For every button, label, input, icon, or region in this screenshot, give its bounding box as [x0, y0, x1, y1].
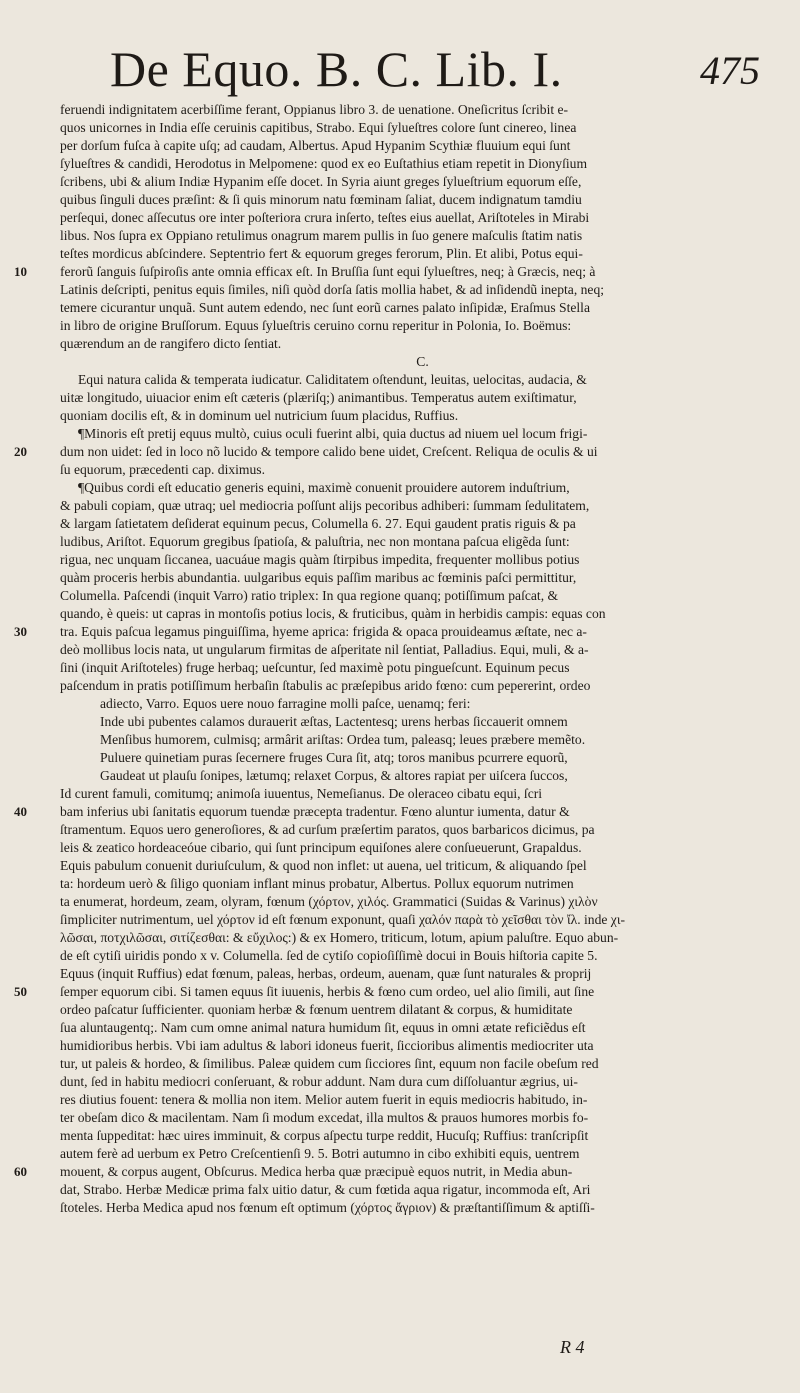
text-line: tur, ut paleis & hordeo, & ſimilibus. Paleæ quidem cum ſicciores ſint, equum non facile obeſum red: [60, 1056, 599, 1071]
text-line: Puluere quinetiam puras ſecernere fruges Cura ſit, atq; toros manibus pcurrere equorũ,: [100, 750, 568, 765]
text-line: dunt, ſed in habitu mediocri conſeruant, & robur addunt. Nam dura cum diſſoluantur ægrius, ui-: [60, 1074, 578, 1089]
text-line: Equis pabulum conuenit duriuſculum, & quod non inflet: ut auena, uel triticum, & aliquando ſpel: [60, 858, 587, 873]
text-line: quoniam docilis eſt, & in dominum uel nutricium ſuum placidus, Ruffius.: [60, 408, 459, 423]
text-line: ſini (inquit Ariſtoteles) fruge herbaq; ueſcuntur, ſed maximè potu pingueſcunt. Equinum pecus: [60, 660, 570, 675]
text-line: bam inferius ubi ſanitatis equorum tuendæ præcepta tradentur. Fœno aluntur iumenta, datur &: [60, 804, 570, 819]
text-line: λῶσαι, ποτχιλῶσαι, σιτίζεσθαι: & εὔχιλος:) & ex Homero, triticum, lotum, apium paluſtre. Equo abun-: [60, 930, 619, 945]
text-line: ¶Quibus cordi eſt educatio generis equini, maximè conuenit prouidere autorem induſtrium,: [78, 480, 570, 495]
margin-number: 30: [14, 624, 27, 639]
text-line: quando, è queis: ut capras in montoſis potius locis, & fruticibus, quàm in herbidis campis: equas con: [60, 606, 606, 621]
text-line: Equi natura calida & temperata iudicatur. Caliditatem oſtendunt, leuitas, uelocitas, audacia, &: [78, 372, 587, 387]
text-line: & largam ſatietatem deſiderat equinum pecus, Columella 6. 27. Equi gaudent pratis riguis & pa: [60, 516, 576, 531]
text-line: teſtes mordicus abſcindere. Septentrio fert & equorum greges ferorum, Plin. Et alibi, Potus equi-: [60, 246, 583, 261]
signature-mark: R 4: [560, 1337, 585, 1357]
text-line: ſcribens, ubi & alium Indiæ Hypanim eſſe docet. In Syria aiunt greges ſylueſtrium equorum eſſe,: [60, 174, 582, 189]
margin-number: 20: [14, 444, 27, 459]
margin-number: 50: [14, 984, 27, 999]
margin-number: 40: [14, 804, 27, 819]
body-text: [60, 101, 785, 1217]
text-line: libus. Nos ſupra ex Oppiano retulimus onagrum marem pullis in ſuo genere maſculis ſtatim natis: [60, 228, 583, 243]
text-line: ſua aluntaugentq;. Nam cum omne animal natura humidum ſit, equus in omni ætate reficiẽdus eſt: [60, 1020, 586, 1035]
text-line: deò mollibus locis nata, ut ungularum firmitas de aſperitate nil ſentiat, Palladius. Equi, muli, & a-: [60, 642, 589, 657]
text-line: ludibus, Ariſtot. Equorum gregibus ſpatioſa, & paluſtria, nec non montana paſcua eligẽda ſunt:: [60, 534, 570, 549]
text-line: Inde ubi pubentes calamos durauerit æſtas, Lactentesq; urens herbas ſiccauerit omnem: [100, 714, 568, 729]
running-head: [110, 40, 760, 100]
text-line: dat, Strabo. Herbæ Medicæ prima falx uitio datur, & cum fœtida aqua rigatur, incommoda eſt, Ari: [60, 1182, 591, 1197]
text-line: Equus (inquit Ruffius) edat fœnum, paleas, herbas, ordeum, auenam, quæ ſunt naturales & proprij: [60, 966, 592, 981]
text-line: Id curent famuli, comitumq; animoſa iuuentus, Nemeſianus. De oleraceo cibatu equi, ſcri: [60, 786, 543, 801]
text-line: humidioribus herbis. Vbi iam adultus & labori idoneus fuerit, ſiccioribus alimentis mediocriter uta: [60, 1038, 594, 1053]
text-line: quos unicornes in India eſſe ceruinis capitibus, Strabo. Equi ſylueſtres colore ſunt cinereo, linea: [60, 120, 577, 135]
text-line: uitæ longitudo, uiuacior enim eſt cæteris (plæriſq;) animantibus. Temperatus autem exiſtimatur,: [60, 390, 577, 405]
text-line: ſu equorum, præcedenti cap. diximus.: [60, 462, 265, 477]
page-title: De Equo. B. C. Lib. I.: [110, 41, 563, 97]
text-line: menta ſuppeditat: hæc uires imminuit, & corpus aſpectu turpe reddit, Hucuſq; Ruffius: tranſcripſit: [60, 1128, 589, 1143]
margin-number: 10: [14, 264, 27, 279]
text-line: ſylueſtres & candidi, Herodotus in Melpomene: quod ex eo Euſtathius etiam repetit in Dionyſium: [60, 156, 588, 171]
text-line: ta: hordeum uerò & ſiligo quoniam inflant minus probatur, Albertus. Pollux equorum nutrimen: [60, 876, 574, 891]
text-line: autem ferè ad uerbum ex Petro Creſcentienſi 9. 5. Botri autumno in cibo exhibiti equis, uentrem: [60, 1146, 580, 1161]
text-line: Columella. Paſcendi (inquit Varro) ratio triplex: In qua regione quanq; potiſſimum paſcat, &: [60, 588, 559, 603]
text-line: paſcendum in pratis potiſſimum herbaſin ſtabulis ac præſepibus arido fœno: cum pepererint, ordeo: [60, 678, 591, 693]
text-line: ſimpliciter nutrimentum, uel χόρτον id eſt fœnum exponunt, quaſi χαλόν παρὰ τὸ χεῖσθαι τὸν ἴλ. inde χι-: [60, 912, 626, 927]
text-line: in libro de origine Bruſſorum. Equus ſylueſtris ceruino cornu reperitur in Polonia, Io. Boëmus:: [60, 318, 572, 333]
text-line: quibus ſinguli duces præſint: & ſi quis minorum natu fœminam ſaliat, ducem indignatum tamdiu: [60, 192, 582, 207]
text-line: leis & zeatico hordeaceóue cibario, qui ſunt principum equiſones alere conſueuerunt, Grapaldus.: [60, 840, 582, 855]
text-line: rigua, nec unquam ſiccanea, uacuáue magis quàm ſtirpibus impedita, frequenter mollibus potius: [60, 552, 580, 567]
text-line: ferorũ ſanguis ſuſpiroſis ante omnia efficax eſt. In Bruſſia ſunt equi ſylueſtres, neq; à Græcis, neq; à: [60, 264, 596, 279]
text-line: de eſt cytiſi uiridis pondo x v. Columella. ſed de cytiſo copioſiſſimè docui in Bouis hiſtoria capite 5.: [60, 948, 598, 963]
text-line: ta enumerat, hordeum, zeam, olyram, fœnum (χόρτον, χιλός. Grammatici (Suidas & Varinus) χιλὸν: [60, 894, 598, 909]
text-line: tra. Equis paſcua legamus pinguiſſima, hyeme aprica: frigida & opaca prouideamus æſtate, nec a-: [60, 624, 587, 639]
text-line: Menſibus humorem, culmisq; armârit ariſtas: Ordea tum, paleasq; leues præbere memẽto.: [100, 732, 586, 747]
margin-number: 60: [14, 1164, 27, 1179]
text-line: quærendum an de rangifero dicto ſentiat.: [60, 336, 282, 351]
text-line: feruendi indignitatem acerbiſſime ferant, Oppianus libro 3. de uenatione. Oneſicritus ſcribit e-: [60, 102, 569, 117]
text-line: per dorſum fuſca à capite uſq; ad caudam, Albertus. Apud Hypanim Scythiæ fluuium equi ſunt: [60, 138, 571, 153]
section-heading: C.: [416, 354, 429, 369]
text-line: Gaudeat ut plauſu ſonipes, lætumq; relaxet Corpus, & altores rapiat per uiſcera ſuccos,: [100, 768, 568, 783]
text-line: perſequi, donec aſſecutus ore inter poſteriora crura inſerto, teſtes eius auellat, Ariſtoteles in Mirabi: [60, 210, 590, 225]
text-line: & pabuli copiam, quæ utraq; uel mediocria poſſunt alijs pecoribus adhiberi: ſummam ſedulitatem,: [60, 498, 590, 513]
text-line: ſtramentum. Equos uero generoſiores, & ad curſum præſertim paratos, quos barbaricos dicimus, pa: [60, 822, 595, 837]
text-line: adiecto, Varro. Equos uere nouo farragine molli paſce, uenamq; feri:: [100, 696, 471, 711]
text-line: ¶Minoris eſt pretij equus multò, cuius oculi fuerint albi, quia ductus ad niuem uel locum frigi-: [78, 426, 588, 441]
text-line: res diutius fouent: tenera & mollia non item. Melior autem fuerit in equis mediocris habitudo, in-: [60, 1092, 588, 1107]
text-line: temere cicurantur unquã. Sunt autem edendo, nec ſunt eorũ carnes palato inſipidæ, Eraſmus Stella: [60, 300, 590, 315]
text-line: Latinis deſcripti, penitus equis ſimiles, niſi quòd dorſa ſatis mollia habet, & ad inſidendũ inepta, neq;: [60, 282, 605, 297]
text-line: mouent, & corpus augent, Obſcurus. Medica herba quæ præcipuè equos nutrit, in Media abun-: [60, 1164, 573, 1179]
text-line: ordeo paſcatur ſufficienter. quoniam herbæ & fœnum uentrem dilatant & corpus, & humiditate: [60, 1002, 573, 1017]
text-line: ter obeſam dico & macilentam. Nam ſi modum excedat, illa multos & prauos humores morbis fo-: [60, 1110, 589, 1125]
text-line: ſtoteles. Herba Medica apud nos fœnum eſt optimum (χόρτος ἄγριον) & præſtantiſſimum & aptiſſi-: [60, 1200, 595, 1215]
text-line: quàm proceris herbis abundantia. uulgaribus equis paſſim maribus ac fœminis paſci permittitur,: [60, 570, 577, 585]
page-number: 475: [700, 48, 760, 93]
text-line: dum non uidet: ſed in loco nõ lucido & tempore calido bene uidet, Creſcent. Reliqua de oculis & ui: [60, 444, 598, 459]
text-line: ſemper equorum cibi. Si tamen equus ſit iuuenis, herbis & fœno cum ordeo, uel alio ſimili, aut ſine: [60, 984, 595, 999]
